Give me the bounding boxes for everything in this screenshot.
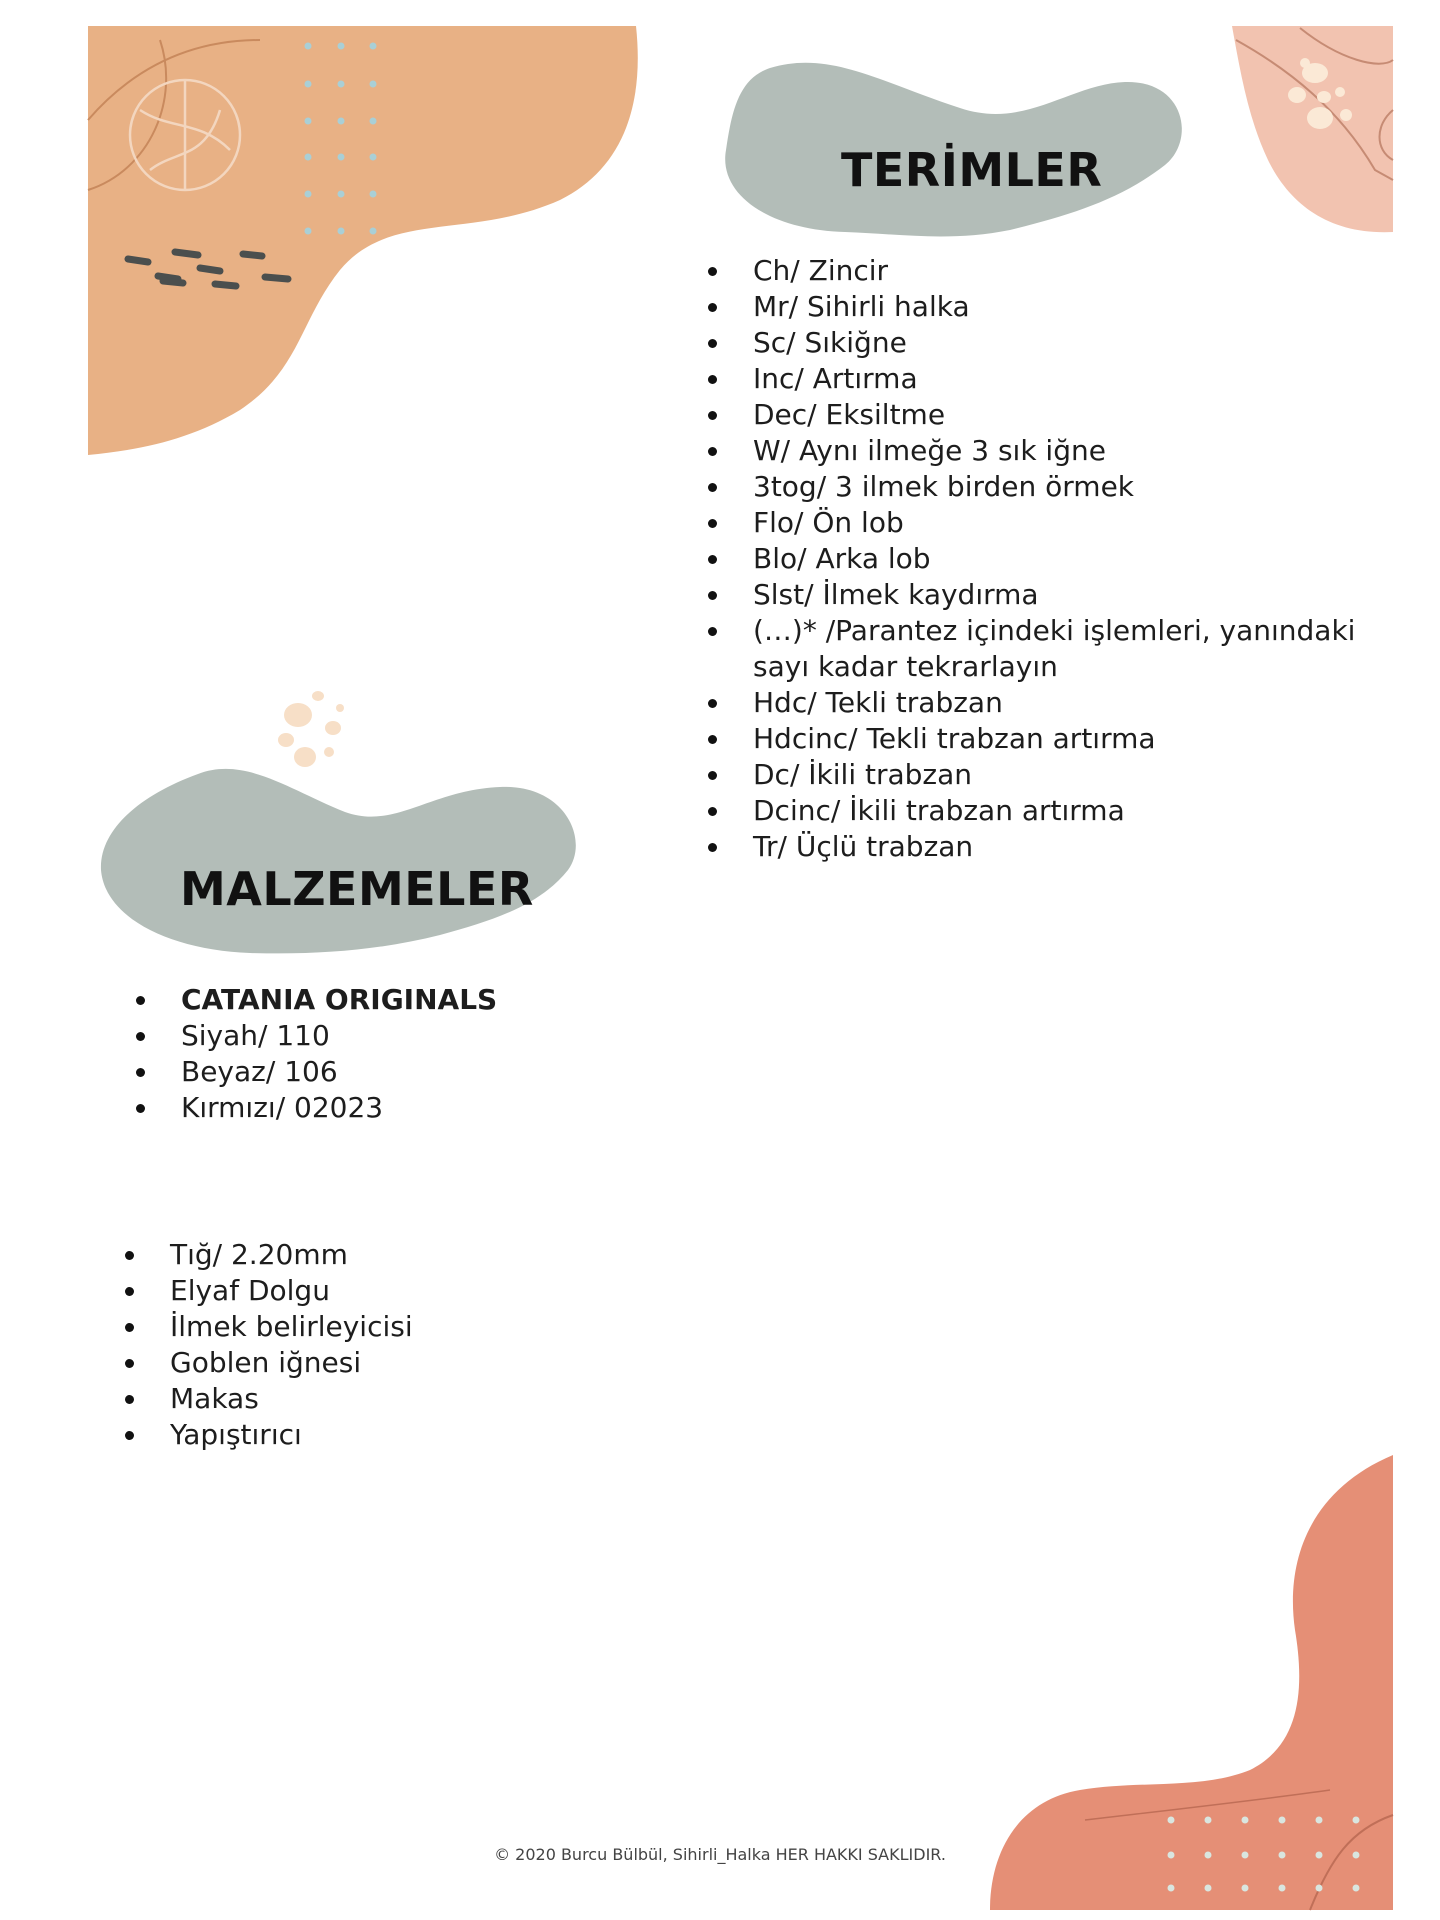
list-item: Dec/ Eksiltme	[708, 397, 1408, 433]
materials-title: MALZEMELER	[180, 862, 534, 916]
list-item: CATANIA ORIGINALS	[136, 982, 696, 1018]
list-item: Kırmızı/ 02023	[136, 1090, 696, 1126]
list-item: İlmek belirleyicisi	[125, 1309, 685, 1345]
peach-blob-top-left	[88, 26, 638, 455]
list-item: Flo/ Ön lob	[708, 505, 1408, 541]
tools-list	[125, 1237, 685, 1453]
list-item: Goblen iğnesi	[125, 1345, 685, 1381]
pink-blob-top-right	[1232, 26, 1393, 232]
coral-blob-bottom-right	[990, 1455, 1393, 1910]
list-item: Mr/ Sihirli halka	[708, 289, 1408, 325]
list-item: Inc/ Artırma	[708, 361, 1408, 397]
copyright-notice: © 2020 Burcu Bülbül, Sihirli_Halka HER HAKKI SAKLIDIR.	[494, 1845, 946, 1864]
list-item: Hdc/ Tekli trabzan	[708, 685, 1408, 721]
list-item: W/ Aynı ilmeğe 3 sık iğne	[708, 433, 1408, 469]
list-item: Elyaf Dolgu	[125, 1273, 685, 1309]
list-item: Sc/ Sıkiğne	[708, 325, 1408, 361]
terms-title: TERİMLER	[841, 143, 1103, 197]
yarn-list	[136, 982, 696, 1126]
cream-spots-small-icon	[278, 691, 344, 767]
list-item: Beyaz/ 106	[136, 1054, 696, 1090]
list-item: Yapıştırıcı	[125, 1417, 685, 1453]
list-item: Dc/ İkili trabzan	[708, 757, 1408, 793]
list-item: Hdcinc/ Tekli trabzan artırma	[708, 721, 1408, 757]
list-item: Siyah/ 110	[136, 1018, 696, 1054]
list-item: Makas	[125, 1381, 685, 1417]
list-item: 3tog/ 3 ilmek birden örmek	[708, 469, 1408, 505]
list-item: Blo/ Arka lob	[708, 541, 1408, 577]
list-item: Slst/ İlmek kaydırma	[708, 577, 1408, 613]
list-item: Tığ/ 2.20mm	[125, 1237, 685, 1273]
list-item: Ch/ Zincir	[708, 253, 1408, 289]
terms-list	[708, 253, 1408, 865]
list-item: Dcinc/ İkili trabzan artırma	[708, 793, 1408, 829]
list-item: (…)* /Parantez içindeki işlemleri, yanındaki sayı kadar tekrarlayın	[708, 613, 1408, 685]
list-item: Tr/ Üçlü trabzan	[708, 829, 1408, 865]
